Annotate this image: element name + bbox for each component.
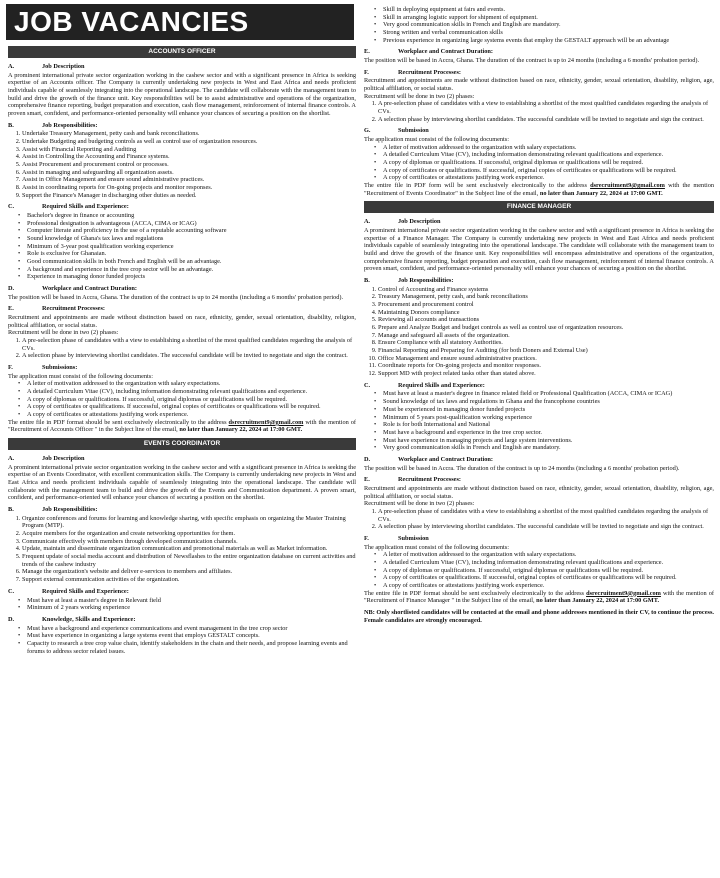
list-item: 10. Office Management and ensure sound administrative practices.	[378, 355, 714, 363]
accounts-skills-list	[8, 212, 356, 281]
list-item: 4. Maintaining Donors compliance	[378, 309, 714, 317]
finance-workplace: D. Workplace and Contract Duration: The position will be based in Accra. The duration of the contract is up to 24 months (including a 6 months' probation period).	[364, 455, 680, 472]
list-item: • A copy of certificates or attestations justifying work experience.	[374, 174, 714, 182]
list-item: 1. A pre-selection phase of candidates with a view to establishing a shortlist of the most qualified candidates regarding the analysis of CVs.	[22, 337, 356, 352]
list-item: 7. Support external communication activities of the organization.	[22, 576, 356, 584]
list-item: 5. Assist Procurement and procurement control or processes.	[22, 161, 356, 169]
list-item: 2. Acquire members for the organization and create networking opportunities for them.	[22, 530, 356, 538]
list-item: • A copy of certificates or qualifications. If successful, original copies of certificates or qualifications will be required.	[374, 167, 714, 175]
accounts-recruitment: E. Recruitment Processes: Recruitment and appointments are made without distinction based on race, ethnicity, gender, sexual orientation, disability, religion, political affiliation, or social status. Recruitment will be done in two (2) phases: 1. A pre-selection phase of candidates with a view to establishing a shortlist of the most qualified candidates regarding the analysis of CVs. 2. A selection phase by interviewing shortlist candidates. The successful candidate will be invited to negotiate and sign the contract.	[8, 305, 356, 360]
events-email-link[interactable]: dsrecruitment9@gmail.com	[590, 182, 665, 190]
list-item: 11. Coordinate reports for On-going projects and monitor responses.	[378, 362, 714, 370]
list-item: 7. Assist in Office Management and ensure sound administrative practices.	[22, 176, 356, 184]
list-item: • Skill in deploying equipment at fairs and events.	[374, 6, 714, 14]
accounts-phases-list	[8, 337, 356, 360]
accounts-documents-list	[8, 380, 356, 418]
page-title: JOB VACANCIES	[6, 4, 354, 40]
accounts-job-description: A. Job Description A prominent international private sector organization working in the cashew sector and with a significant presence in Africa is seeking expertise of an Accounts officer. The Company is currently undertaking new projects in West and East Africa and needs proficient individuals capable of seamlessly integrating into the operational landscape. The candidate will collaborate with the management team to build and drive the growth of the finance unit. Key responsibilities will be to assist administrative and operations of the organization, comprehensive finance reporting, budget preparation and execution, cash flow management, reinforcement of internal finance controls. A proven smart, confident, and performance-oriented personality will enhance your chances of securing a position on the shortlist.	[8, 62, 356, 117]
list-item: • Minimum of 5 years post-qualification working experience	[374, 414, 714, 422]
list-item: • Professional designation is advantageous (ACCA, CIMA or ICAG)	[18, 220, 356, 228]
finance-responsibilities-list	[364, 286, 714, 378]
list-item: 3. Procurement and procurement control	[378, 301, 714, 309]
finance-recruitment: E. Recruitment Processes: Recruitment and appointments are made without distinction based on race, ethnicity, gender, sexual orientation, disability, religion, age, political affiliation, or social status. Recruitment will be done in two (2) phases: 1. A pre-selection phase of candidates with a view to establishing a shortlist of the most qualified candidates regarding the analysis of CVs. 2. A selection phase by interviewing shortlist candidates. The successful candidate will be invited to negotiate and sign the contract.	[364, 476, 714, 531]
list-item: • A copy of diplomas or qualifications. If successful, original diplomas or qualifications will be required.	[374, 567, 714, 575]
list-item: • A letter of motivation addressed to the organization with salary expectations.	[18, 380, 356, 388]
list-item: 8. Ensure Compliance with all statutory Authorities.	[378, 339, 714, 347]
list-item: • Must have at least a master's degree in finance related field or Professional Qualification (ACCA, CIMA or ICAG)	[374, 390, 714, 398]
list-item: • A letter of motivation addressed to the organization with salary expectations.	[374, 144, 714, 152]
events-workplace: E. Workplace and Contract Duration: The position will be based in Accra, Ghana. The duration of the contract is up to 24 months (including a 6 months' probation period).	[364, 48, 700, 65]
events-knowledge-list	[8, 625, 356, 656]
list-item: • Role is for both International and National	[374, 421, 714, 429]
list-item: 9. Financial Reporting and Preparing for Auditing (for both Doners and Extemal Use)	[378, 347, 714, 355]
list-item: 9. Support the Finance's Manager in discharging other duties as needed.	[22, 192, 356, 200]
list-item: • A letter of motivation addressed to the organization with salary expectations.	[374, 551, 714, 559]
section-header-events-coordinator: EVENTS COORDINATOR	[8, 438, 356, 450]
list-item: • Very good communication skills in French and English are mandatory.	[374, 21, 714, 29]
list-item: • Very good communication skills in French and English are mandatory.	[374, 444, 714, 452]
finance-documents-list	[364, 551, 714, 589]
list-item: 6. Manage the organization's website and deliver e-services to members and affiliates.	[22, 568, 356, 576]
list-item: 2. Undertake Budgeting and budgeting controls as well as control use of organization resources.	[22, 138, 356, 146]
list-item: • A copy of diplomas or qualifications. If successful, original diplomas or qualifications will be required.	[18, 396, 356, 404]
list-item: 3. Assist with Financial Reporting and Auditing	[22, 146, 356, 154]
list-item: 2. A selection phase by interviewing shortlist candidates. The successful candidate will be invited to negotiate and sign the contract.	[378, 523, 714, 531]
list-item: 1. Organize conferences and forums for learning and knowledge sharing, with specific emphasis on organizing the Master Training Program (MTP).	[22, 515, 356, 530]
section-header-finance-manager: FINANCE MANAGER	[364, 201, 714, 213]
finance-skills: C. Required Skills and Experience: • Must have at least a master's degree in finance related field or Professional Qualification (ACCA, CIMA or ICAG) • Sound knowledge of tax laws and regulations in Ghana and the francophone countries • Must be experienced in managing donor funded projects • Minimum of 5 years post-qualification working experience • Role is for both International and National • Must have a background and experience in the tree crop sector. • Must have experience in managing projects and large system interventions. • Very good communication skills in French and English are mandatory.	[364, 382, 714, 452]
list-item: • A copy of certificates or attestations justifying work experience.	[18, 411, 356, 419]
finance-closing: The entire file in PDF format should be sent exclusively electronically to the address dsrecruitment9@gmail.com with the mention of "Recruitment of Finance Manager " in the Subject line of the email, no later than January 22, 2024 at 17:00 GMT.	[364, 589, 714, 605]
finance-responsibilities: B. Job Responsibilities: 1. Control of Accounting and Finance systems 2. Treasury Management, petty cash, and bank reconciliations 3. Procurement and procurement control 4. Maintaining Donors compliance 5. Reviewing all accounts and transactions 6. Prepare and Analyze Budget and budget controls as well as control use of organization resources. 7. Manage and safeguard all assets of the organization. 8. Ensure Compliance with all statutory Authorities. 9. Financial Reporting and Preparing for Auditing (for both Doners and Extemal Use) 10. Office Management and ensure sound administrative practices. 11. Coordinate reports for On-going projects and monitor responses. 12. Support MD with project related tasks other than stated above.	[364, 277, 714, 378]
list-item: • Role is exclusive for Ghanaian.	[18, 250, 356, 258]
list-item: 1. A pre-selection phase of candidates with a view to establishing a shortlist of the most qualified candidates regarding the analysis of CVs.	[378, 100, 714, 115]
accounts-responsibilities-list	[8, 130, 356, 199]
list-item: 6. Prepare and Analyze Budget and budget controls as well as control use of organization resources.	[378, 324, 714, 332]
list-item: • A copy of certificates or attestations justifying work experience.	[374, 582, 714, 590]
list-item: • Computer literate and proficiency in the use of a reputable accounting software	[18, 227, 356, 235]
list-item: • A detailed Curriculum Vitae (CV), including information demonstrating relevant qualifications and experience.	[374, 151, 714, 159]
list-item: • Good communication skills in both French and English will be an advantage.	[18, 258, 356, 266]
finance-skills-list	[364, 390, 714, 451]
events-knowledge-continued	[364, 6, 714, 44]
events-knowledge: D. Knowledge, Skills and Experience: • Must have a background and experience communications and event management in the tree crop sector • Must have experience in organizing a large systems event that employs GESTALT concepts. • Capacity to research a tree crop value chain, identify stakeholders in the chain and their needs, and propose learning events and forums to address sector related issues.	[8, 616, 356, 655]
finance-phases-list	[364, 508, 714, 531]
list-item: • Previous experience in organizing large systems events that employ the GESTALT approach will be an advantage	[374, 37, 714, 45]
list-item: 5. Reviewing all accounts and transactions	[378, 316, 714, 324]
finance-email-link[interactable]: dsrecruitment9@gmail.com	[586, 589, 661, 597]
events-knowledge-list-continued	[364, 6, 714, 44]
list-item: • Bachelor's degree in finance or accounting	[18, 212, 356, 220]
events-recruitment: F. Recruitment Processes: Recruitment and appointments are made without distinction based on race, ethnicity, gender, sexual orientation, disability, religion, age, political affiliation, or social status. Recruitment will be done in two (2) phases: 1. A pre-selection phase of candidates with a view to establishing a shortlist of the most qualified candidates regarding the analysis of CVs. 2. A selection phase by interviewing shortlist candidates. The successful candidate will be invited to negotiate and sign the contract.	[364, 69, 714, 124]
list-item: • Strong written and verbal communication skills	[374, 29, 714, 37]
list-item: 8. Assist in coordinating reports for On-going projects and monitor responses.	[22, 184, 356, 192]
list-item: • Experience in managing donor funded projects	[18, 273, 356, 281]
list-item: 2. Treasury Management, petty cash, and bank reconciliations	[378, 293, 714, 301]
list-item: • Sound knowledge of Ghana's tax laws and regulations	[18, 235, 356, 243]
list-item: • A copy of certificates or qualifications. If successful, original copies of certificates or qualifications will be required.	[18, 403, 356, 411]
list-item: 2. A selection phase by interviewing shortlist candidates. The successful candidate will be invited to negotiate and sign the contract.	[378, 116, 714, 124]
accounts-closing: The entire file in PDF format should be sent exclusively electronically to the address dsrecruitment9@gmail.com with the mention of "Recruitment of Accounts Officer " in the Subject line of the email, no later than January 22, 2024 at 17:00 GMT.	[8, 418, 357, 434]
list-item: 7. Manage and safeguard all assets of the organization.	[378, 332, 714, 340]
events-documents-list	[364, 144, 714, 182]
list-item: • Minimum of 2 years working experience	[18, 604, 356, 612]
list-item: • Must be experienced in managing donor funded projects	[374, 406, 714, 414]
list-item: • Must have a background and experience in the tree crop sector.	[374, 429, 714, 437]
list-item: • Must have experience in organizing a large systems event that employs GESTALT concepts.	[18, 632, 356, 640]
list-item: 6. Assist in managing and safeguarding all organization assets.	[22, 169, 356, 177]
finance-submission: F. Submission The application must consist of the following documents: • A letter of motivation addressed to the organization with salary expectations. • A detailed Curriculum Vitae (CV), including information demonstrating relevant qualifications and experience. • A copy of diplomas or qualifications. If successful, original diplomas or qualifications will be required. • A copy of certificates or qualifications. If successful, original copies of certificates or qualifications will be required. • A copy of certificates or attestations justifying work experience. The entire file in PDF format should be sent exclusively electronically to the address dsrecruitment9@gmail.com with the mention of "Recruitment of Finance Manager " in the Subject line of the email, no later than January 22, 2024 at 17:00 GMT.	[364, 535, 714, 605]
accounts-description-text: A prominent international private sector organization working in the cashew sector and with a significant presence in Africa is seeking expertise of an Accounts officer. The Company is currently undertaking new projects in West and East Africa and needs proficient individuals capable of seamlessly integrating into the operational landscape. The candidate will collaborate with the management team to build and drive the growth of the finance unit. Key responsibilities will be to assist administrative and operations of the organization, comprehensive finance reporting, budget preparation and execution, cash flow management, reinforcement of internal finance controls. A proven smart, confident, and performance-oriented personality will enhance your chances of securing a position on the shortlist.	[8, 71, 356, 117]
list-item: • A detailed Curriculum Vitae (CV), including information demonstrating relevant qualifications and experience.	[374, 559, 714, 567]
accounts-email-link[interactable]: dsrecruitment9@gmail.com	[228, 418, 304, 426]
list-item: 3. Communicate effectively with members through developed communication channels.	[22, 538, 356, 546]
finance-job-description: A. Job Description A prominent international private sector organization working in the cashew sector and with a significant presence in Africa is seeking the expertise of a Finance Manager. The Company is currently undertaking new projects in West and East Africa and needs proficient individuals capable of seamlessly integrating into the operational landscape. The candidate will collaborate with the management team to build and drive the growth of the finance unit. Key responsibilities will encompass administrative and operations of the organization, comprehensive finance reporting, budget preparation and execution, cash flow management, reinforcement of internal finance controls. A proven smart, confident, and performance-oriented personality will enhance your chances of securing a position on the shortlist.	[364, 218, 714, 273]
list-item: 4. Update, maintain and disseminate organization communication and promotional materials as well as Market information.	[22, 545, 356, 553]
list-item: 4. Assist in Controlling the Accounting and Finance systems.	[22, 153, 356, 161]
list-item: 1. Undertake Treasury Management, petty cash and bank reconciliations.	[22, 130, 356, 138]
events-skills-list	[8, 597, 356, 612]
events-phases-list	[364, 100, 714, 123]
accounts-responsibilities: B. Job Responsibilities: 1. Undertake Treasury Management, petty cash and bank reconciliations. 2. Undertake Budgeting and budgeting controls as well as control use of organization resources. 3. Assist with Financial Reporting and Auditing 4. Assist in Controlling the Accounting and Finance systems. 5. Assist Procurement and procurement control or processes. 6. Assist in managing and safeguarding all organization assets. 7. Assist in Office Management and ensure sound administrative practices. 8. Assist in coordinating reports for On-going projects and monitor responses. 9. Support the Finance's Manager in discharging other duties as needed.	[8, 122, 356, 200]
left-column	[8, 44, 356, 659]
accounts-skills: C. Required Skills and Experience: • Bachelor's degree in finance or accounting • Professional designation is advantageous (ACCA, CIMA or ICAG) • Computer literate and proficiency in the use of a reputable accounting software • Sound knowledge of Ghana's tax laws and regulations • Minimum of 3-year post qualification working experience • Role is exclusive for Ghanaian. • Good communication skills in both French and English will be an advantage. • A background and experience in the tree crop sector will be an advantage. • Experience in managing donor funded projects	[8, 203, 356, 281]
events-skills: C. Required Skills and Experience: • Must have at least a master's degree in Relevant field • Minimum of 2 years working experience	[8, 588, 356, 612]
list-item: • Capacity to research a tree crop value chain, identify stakeholders in the chain and their needs, and propose learning events and forums to address sector related issues.	[18, 640, 356, 655]
list-item: 1. A pre-selection phase of candidates with a view to establishing a shortlist of the most qualified candidates regarding the analysis of CVs.	[378, 508, 714, 523]
accounts-workplace: D. Workplace and Contract Duration: The position will be based in Accra, Ghana. The duration of the contract is up to 24 months (including a 6 months' probation period).	[8, 285, 344, 301]
accounts-submissions: F. Submissions: The application must consist of the following documents: • A letter of motivation addressed to the organization with salary expectations. • A detailed Curriculum Vitae (CV), including information demonstrating relevant qualifications and experience. • A copy of diplomas or qualifications. If successful, original diplomas or qualifications will be required. • A copy of certificates or qualifications. If successful, original copies of certificates or qualifications will be required. • A copy of certificates or attestations justifying work experience. The entire file in PDF format should be sent exclusively electronically to the address dsrecruitment9@gmail.com with the mention of "Recruitment of Accounts Officer " in the Subject line of the email, no later than January 22, 2024 at 17:00 GMT.	[8, 364, 356, 434]
list-item: 2. A selection phase by interviewing shortlist candidates. The successful candidate will be invited to negotiate and sign the contract.	[22, 352, 356, 360]
list-item: • A copy of certificates or qualifications. If successful, original copies of certificates or qualifications will be required.	[374, 574, 714, 582]
events-responsibilities-list	[8, 515, 356, 584]
right-column	[364, 6, 714, 628]
list-item: • Must have experience in managing projects and large system interventions.	[374, 437, 714, 445]
list-item: 12. Support MD with project related tasks other than stated above.	[378, 370, 714, 378]
list-item: • Sound knowledge of tax laws and regulations in Ghana and the francophone countries	[374, 398, 714, 406]
list-item: 1. Control of Accounting and Finance systems	[378, 286, 714, 294]
list-item: • A background and experience in the tree crop sector will be an advantage.	[18, 266, 356, 274]
list-item: 5. Frequent update of social media account and distribution of Newsflashes to the entire organization database on current activities and trends of the cashew industry	[22, 553, 356, 568]
list-item: • Skill in arranging logistic support for shipment of equipment.	[374, 14, 714, 22]
shortlist-note: NB: Only shortlisted candidates will be contacted at the email and phone addresses mentioned in their CV, to continue the process. Female candidates are strongly encouraged.	[364, 608, 714, 624]
section-header-accounts-officer: ACCOUNTS OFFICER	[8, 46, 356, 58]
list-item: • Must have at least a master's degree in Relevant field	[18, 597, 356, 605]
list-item: • A detailed Curriculum Vitae (CV), including information demonstrating relevant qualifications and experience.	[18, 388, 356, 396]
list-item: • Must have a background and experience communications and event management in the tree crop sector	[18, 625, 356, 633]
list-item: • Minimum of 3-year post qualification working experience	[18, 243, 356, 251]
events-closing: The entire file in PDF form will be sent exclusively electronically to the address dsrecruitment9@gmail.com with the mention "Recruitment of Events Coordinator" in the Subject line of the email, no later than January 22, 2024 at 17:00 GMT.	[364, 182, 714, 197]
events-responsibilities: B. Job Responsibilities: 1. Organize conferences and forums for learning and knowledge sharing, with specific emphasis on organizing the Master Training Program (MTP). 2. Acquire members for the organization and create networking opportunities for them. 3. Communicate effectively with members through developed communication channels. 4. Update, maintain and disseminate organization communication and promotional materials as well as Market information. 5. Frequent update of social media account and distribution of Newsflashes to the entire organization database on current activities and trends of the cashew industry 6. Manage the organization's website and deliver e-services to members and affiliates. 7. Support external communication activities of the organization.	[8, 506, 356, 584]
events-submission: G. Submission The application must consist of the following documents: • A letter of motivation addressed to the organization with salary expectations. • A detailed Curriculum Vitae (CV), including information demonstrating relevant qualifications and experience. • A copy of diplomas or qualifications. If successful, original diplomas or qualifications will be required. • A copy of certificates or qualifications. If successful, original copies of certificates or qualifications will be required. • A copy of certificates or attestations justifying work experience. The entire file in PDF form will be sent exclusively electronically to the address dsrecruitment9@gmail.com with the mention "Recruitment of Events Coordinator" in the Subject line of the email, no later than January 22, 2024 at 17:00 GMT.	[364, 127, 714, 197]
events-job-description: A. Job Description A prominent international private sector organization working in the cashew sector and with a significant presence in Africa is seeking the expertise of an Events Coordinator, with excellent communication skills. The Company is currently undertaking new projects in West and East Africa and needs proficient individuals capable of seamlessly integrating into the operational landscape. The candidate will collaborate with the management team to build and drive the growth of the Events and Communication department. A proven smart, confident, and performance-oriented will enhance your chances of securing a position on the shortlist.	[8, 455, 356, 502]
list-item: • A copy of diplomas or qualifications. If successful, original diplomas or qualifications will be required.	[374, 159, 714, 167]
